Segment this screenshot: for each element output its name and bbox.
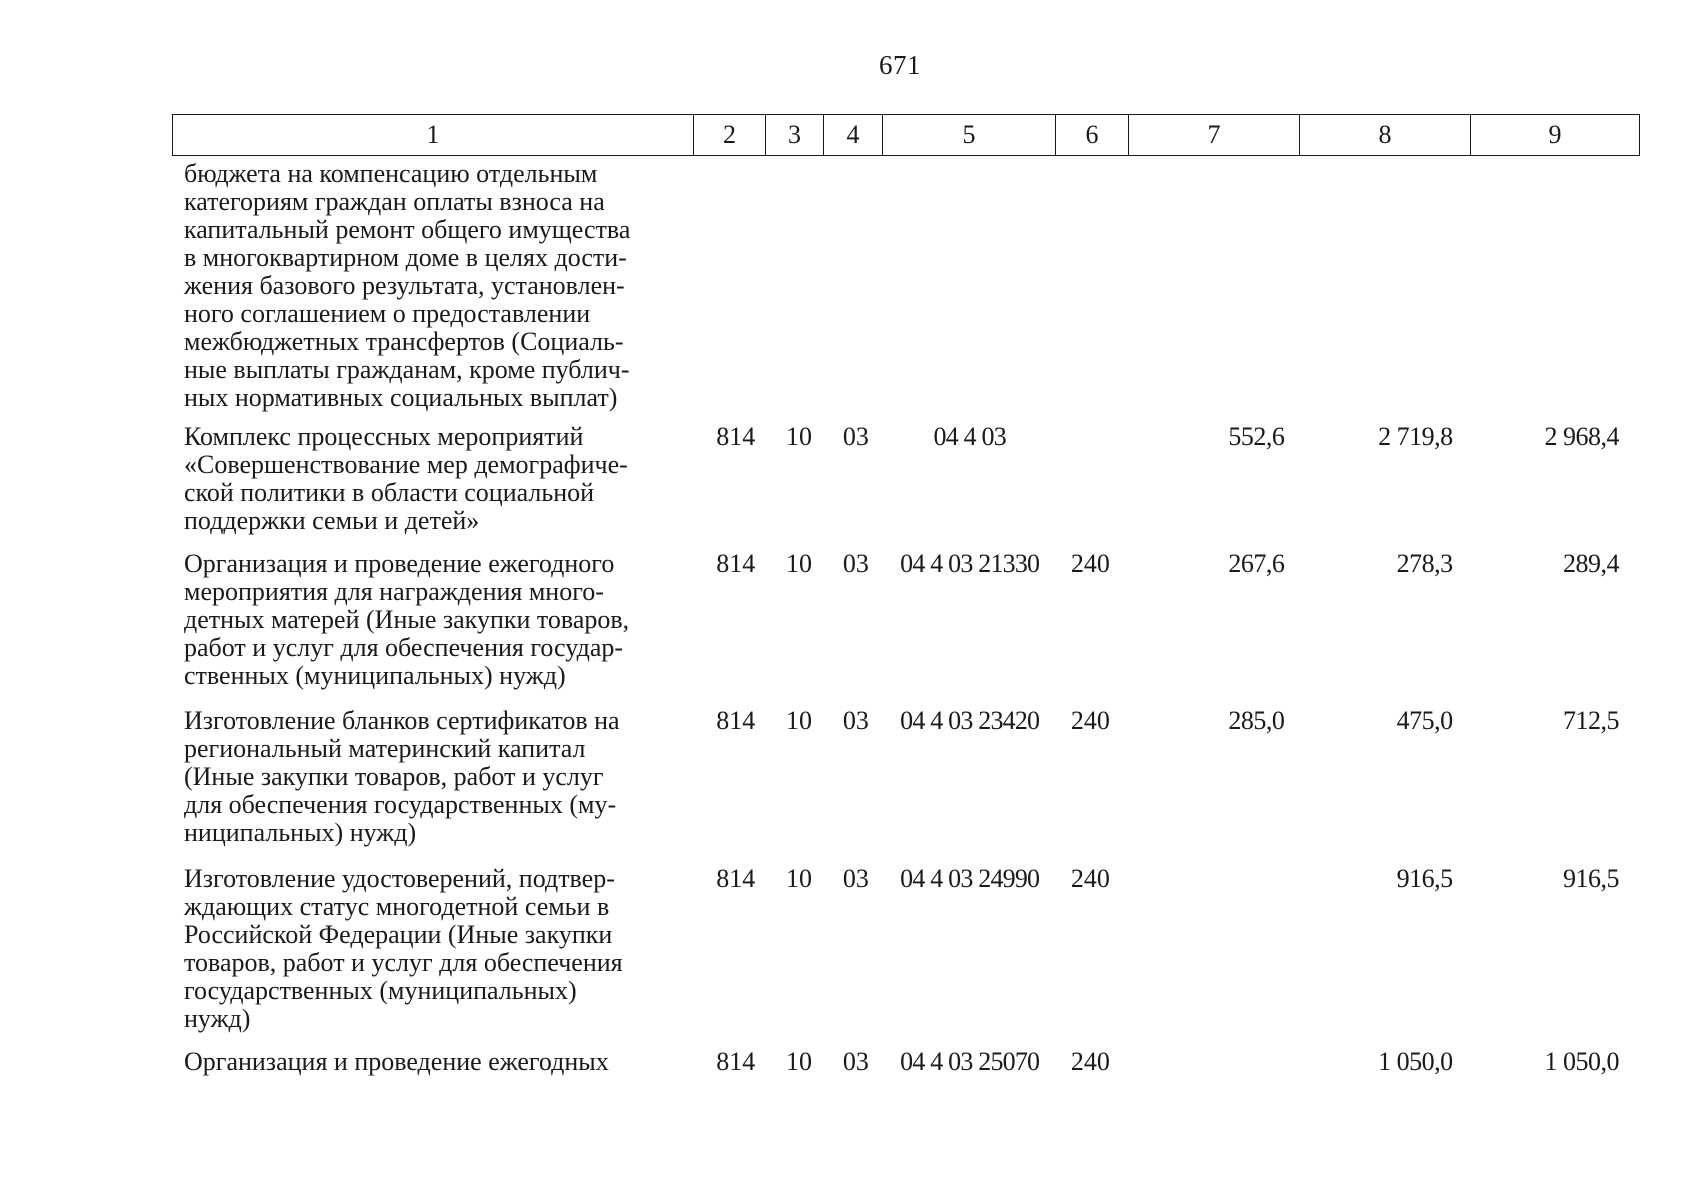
cell-subsection: 03 (842, 706, 869, 735)
cell-amount-col9: 916,5 (1563, 864, 1619, 893)
column-header-5: 5 (883, 115, 1056, 156)
cell-admin-code: 814 (716, 1047, 756, 1076)
cell-admin-code: 814 (716, 422, 756, 451)
description-line: Организация и проведение ежегодных (184, 1047, 609, 1076)
description-line: ской политики в области социальной (184, 478, 595, 507)
cell-section: 10 (786, 706, 813, 735)
description-line: Российской Федерации (Иные закупки (184, 920, 613, 949)
cell-expense-type: 240 (1070, 1047, 1110, 1076)
description-line: категориям граждан оплаты взноса на (184, 187, 605, 216)
cell-target-article: 04 4 03 23420 (900, 706, 1040, 735)
column-header-9: 9 (1471, 115, 1640, 156)
description-line: мероприятия для награждения много- (184, 577, 604, 606)
row-description (172, 707, 701, 847)
column-header-row (172, 114, 1640, 156)
column-header-8: 8 (1300, 115, 1471, 156)
description-line: Изготовление удостоверений, подтвер- (184, 864, 615, 893)
cell-amount-col7: 552,6 (1228, 422, 1285, 451)
cell-amount-col8: 475,0 (1396, 706, 1453, 735)
column-header-7: 7 (1129, 115, 1300, 156)
cell-amount-col8: 916,5 (1396, 864, 1453, 893)
description-line: капитальный ремонт общего имущества (184, 215, 631, 244)
cell-amount-col8: 2 719,8 (1378, 422, 1453, 451)
cell-expense-type: 240 (1070, 864, 1110, 893)
table-row (172, 707, 1629, 847)
cell-amount-col9: 1 050,0 (1544, 1047, 1619, 1076)
description-line: государственных (муниципальных) (184, 976, 577, 1005)
row-description (172, 423, 701, 535)
description-line: товаров, работ и услуг для обеспечения (184, 948, 623, 977)
description-line: поддержки семьи и детей» (184, 506, 480, 535)
description-line: ного соглашением о предоставлении (184, 299, 591, 328)
description-line: «Совершенствование мер демографиче- (184, 450, 628, 479)
row-description (172, 1048, 701, 1076)
cell-target-article: 04 4 03 24990 (900, 864, 1040, 893)
cell-amount-col7: 267,6 (1228, 549, 1285, 578)
description-line: ждающих статус многодетной семьи в (184, 892, 610, 921)
cell-admin-code: 814 (716, 549, 756, 578)
description-line: Комплекс процессных мероприятий (184, 422, 584, 451)
table-row (172, 550, 1629, 690)
column-header-6: 6 (1056, 115, 1129, 156)
description-line: для обеспечения государственных (му- (184, 790, 617, 819)
row-description (172, 550, 701, 690)
cell-admin-code: 814 (716, 864, 756, 893)
cell-expense-type: 240 (1070, 706, 1110, 735)
column-header-2: 2 (694, 115, 766, 156)
description-line: ных нормативных социальных выплат) (184, 383, 618, 412)
cell-section: 10 (786, 864, 813, 893)
description-line: работ и услуг для обеспечения государ- (184, 633, 624, 662)
description-line: Организация и проведение ежегодного (184, 549, 615, 578)
cell-section: 10 (786, 1047, 813, 1076)
description-line: в многоквартирном доме в целях дости- (184, 243, 627, 272)
cell-expense-type: 240 (1070, 549, 1110, 578)
description-line: (Иные закупки товаров, работ и услуг (184, 762, 604, 791)
cell-subsection: 03 (842, 1047, 869, 1076)
description-line: Изготовление бланков сертификатов на (184, 706, 620, 735)
page-number: 671 (879, 50, 921, 80)
description-line: ные выплаты гражданам, кроме публич- (184, 355, 630, 384)
column-header-3: 3 (766, 115, 824, 156)
cell-subsection: 03 (842, 864, 869, 893)
description-line: ственных (муниципальных) нужд) (184, 661, 566, 690)
column-header-4: 4 (824, 115, 883, 156)
row-description (172, 865, 701, 1033)
row-description (172, 160, 701, 412)
cell-amount-col9: 289,4 (1563, 549, 1619, 578)
cell-amount-col9: 712,5 (1563, 706, 1619, 735)
description-line: региональный материнский капитал (184, 734, 586, 763)
cell-section: 10 (786, 422, 813, 451)
cell-target-article: 04 4 03 (933, 422, 1006, 451)
description-line: нужд) (184, 1004, 251, 1033)
table-row (172, 423, 1629, 535)
description-line: бюджета на компенсацию отдельным (184, 159, 598, 188)
cell-section: 10 (786, 549, 813, 578)
table-row (172, 160, 1629, 412)
description-line: ниципальных) нужд) (184, 818, 417, 847)
description-line: межбюджетных трансфертов (Социаль- (184, 327, 624, 356)
table-body (172, 160, 1629, 1076)
cell-amount-col9: 2 968,4 (1544, 422, 1619, 451)
cell-admin-code: 814 (716, 706, 756, 735)
table-row (172, 865, 1629, 1033)
column-header-1: 1 (173, 115, 694, 156)
cell-amount-col8: 1 050,0 (1378, 1047, 1453, 1076)
table-row (172, 1048, 1629, 1076)
cell-target-article: 04 4 03 25070 (900, 1047, 1040, 1076)
cell-amount-col7: 285,0 (1228, 706, 1285, 735)
description-line: жения базового результата, установлен- (184, 271, 625, 300)
cell-amount-col8: 278,3 (1396, 549, 1453, 578)
description-line: детных матерей (Иные закупки товаров, (184, 605, 630, 634)
cell-subsection: 03 (842, 549, 869, 578)
cell-target-article: 04 4 03 21330 (900, 549, 1040, 578)
cell-subsection: 03 (842, 422, 869, 451)
